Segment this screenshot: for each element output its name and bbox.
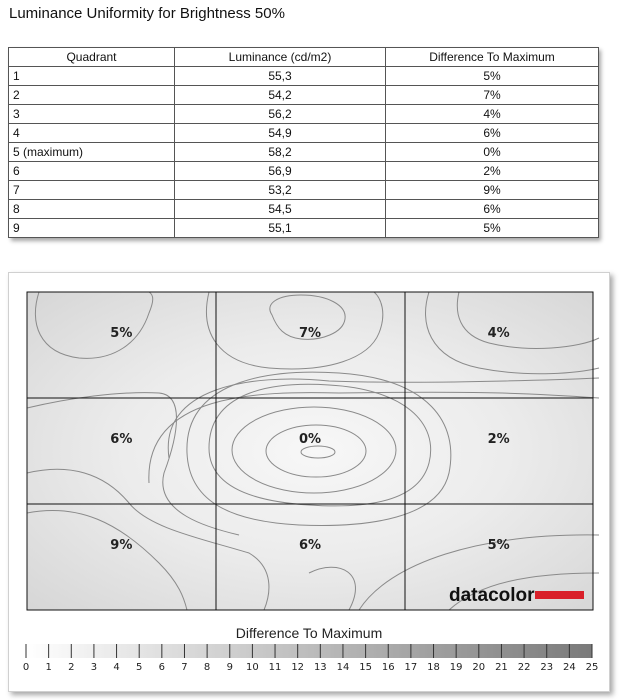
scale-tick-label: 19	[449, 662, 463, 673]
table-header-row	[9, 48, 599, 67]
header-luminance: Luminance (cd/m2)	[175, 48, 386, 67]
cell-difference: 2%	[386, 162, 599, 181]
quadrant-label: 5%	[110, 326, 133, 341]
cell-difference: 0%	[386, 143, 599, 162]
cell-luminance: 58,2	[175, 143, 386, 162]
table-row	[9, 124, 599, 143]
cell-quadrant: 3	[9, 105, 175, 124]
scale-tick-label: 1	[45, 662, 52, 673]
quadrant-label: 9%	[110, 538, 133, 553]
cell-quadrant: 9	[9, 219, 175, 238]
cell-luminance: 53,2	[175, 181, 386, 200]
scale-title: Difference To Maximum	[235, 625, 383, 641]
scale-tick-labels	[23, 662, 599, 673]
table-row	[9, 67, 599, 86]
quadrant-label: 2%	[487, 432, 510, 447]
scale-tick-label: 12	[291, 662, 305, 673]
table-row	[9, 181, 599, 200]
scale-tick-label: 20	[472, 662, 486, 673]
cell-difference: 6%	[386, 124, 599, 143]
scale-tick-label: 0	[22, 662, 30, 673]
table-row	[9, 86, 599, 105]
uniformity-chart-panel	[8, 272, 610, 692]
cell-luminance: 56,2	[175, 105, 386, 124]
table-row	[9, 200, 599, 219]
table-row	[9, 219, 599, 238]
cell-quadrant: 5 (maximum)	[9, 143, 175, 162]
scale-tick-label: 24	[562, 662, 576, 673]
cell-quadrant: 4	[9, 124, 175, 143]
difference-scale	[23, 625, 599, 673]
cell-difference: 9%	[386, 181, 599, 200]
table-row	[9, 162, 599, 181]
scale-tick-label: 5	[136, 662, 143, 673]
cell-quadrant: 7	[9, 181, 175, 200]
scale-gradient-bar	[26, 644, 592, 658]
scale-tick-label: 4	[113, 662, 120, 673]
scale-tick-label: 8	[203, 662, 211, 673]
cell-difference: 7%	[386, 86, 599, 105]
brand-logo-bar	[535, 591, 584, 599]
cell-luminance: 54,9	[175, 124, 386, 143]
header-quadrant: Quadrant	[9, 48, 175, 67]
quadrant-label: 6%	[298, 538, 322, 553]
scale-tick-label: 23	[540, 662, 554, 673]
luminance-table-container	[8, 47, 598, 238]
scale-tick-label: 3	[90, 662, 98, 673]
scale-tick-label: 6	[158, 662, 166, 673]
contour-map	[27, 292, 599, 610]
quadrant-label: 0%	[298, 432, 322, 447]
scale-tick-label: 25	[585, 662, 599, 673]
scale-tick-label: 18	[427, 662, 440, 673]
luminance-table	[8, 47, 599, 238]
cell-difference: 4%	[386, 105, 599, 124]
scale-tick-label: 15	[359, 662, 372, 673]
cell-luminance: 54,5	[175, 200, 386, 219]
quadrant-label: 6%	[110, 432, 133, 447]
cell-difference: 5%	[386, 67, 599, 86]
scale-tick-label: 2	[68, 662, 75, 673]
scale-tick-label: 13	[313, 662, 327, 673]
cell-luminance: 55,3	[175, 67, 386, 86]
scale-tick-label: 14	[336, 662, 350, 673]
scale-tick-label: 9	[226, 662, 233, 673]
scale-tick-label: 16	[381, 662, 395, 673]
cell-quadrant: 6	[9, 162, 175, 181]
scale-tick-label: 11	[268, 662, 282, 673]
cell-quadrant: 1	[9, 67, 175, 86]
cell-difference: 5%	[386, 219, 599, 238]
cell-quadrant: 2	[9, 86, 175, 105]
table-row	[9, 143, 599, 162]
scale-tick-label: 21	[495, 662, 508, 673]
header-difference: Difference To Maximum	[386, 48, 599, 67]
cell-luminance: 54,2	[175, 86, 386, 105]
table-row	[9, 105, 599, 124]
quadrant-label: 7%	[298, 326, 322, 341]
cell-difference: 6%	[386, 200, 599, 219]
cell-luminance: 56,9	[175, 162, 386, 181]
quadrant-label: 4%	[487, 326, 510, 341]
scale-tick-label: 22	[517, 662, 531, 673]
scale-tick-label: 7	[181, 662, 188, 673]
uniformity-chart	[9, 273, 609, 691]
quadrant-label: 5%	[487, 538, 510, 553]
scale-tick-label: 10	[246, 662, 259, 673]
cell-quadrant: 8	[9, 200, 175, 219]
page-title: Luminance Uniformity for Brightness 50%	[9, 5, 285, 22]
cell-luminance: 55,1	[175, 219, 386, 238]
brand-logo: datacolor	[449, 585, 535, 606]
scale-tick-label: 17	[404, 662, 418, 673]
